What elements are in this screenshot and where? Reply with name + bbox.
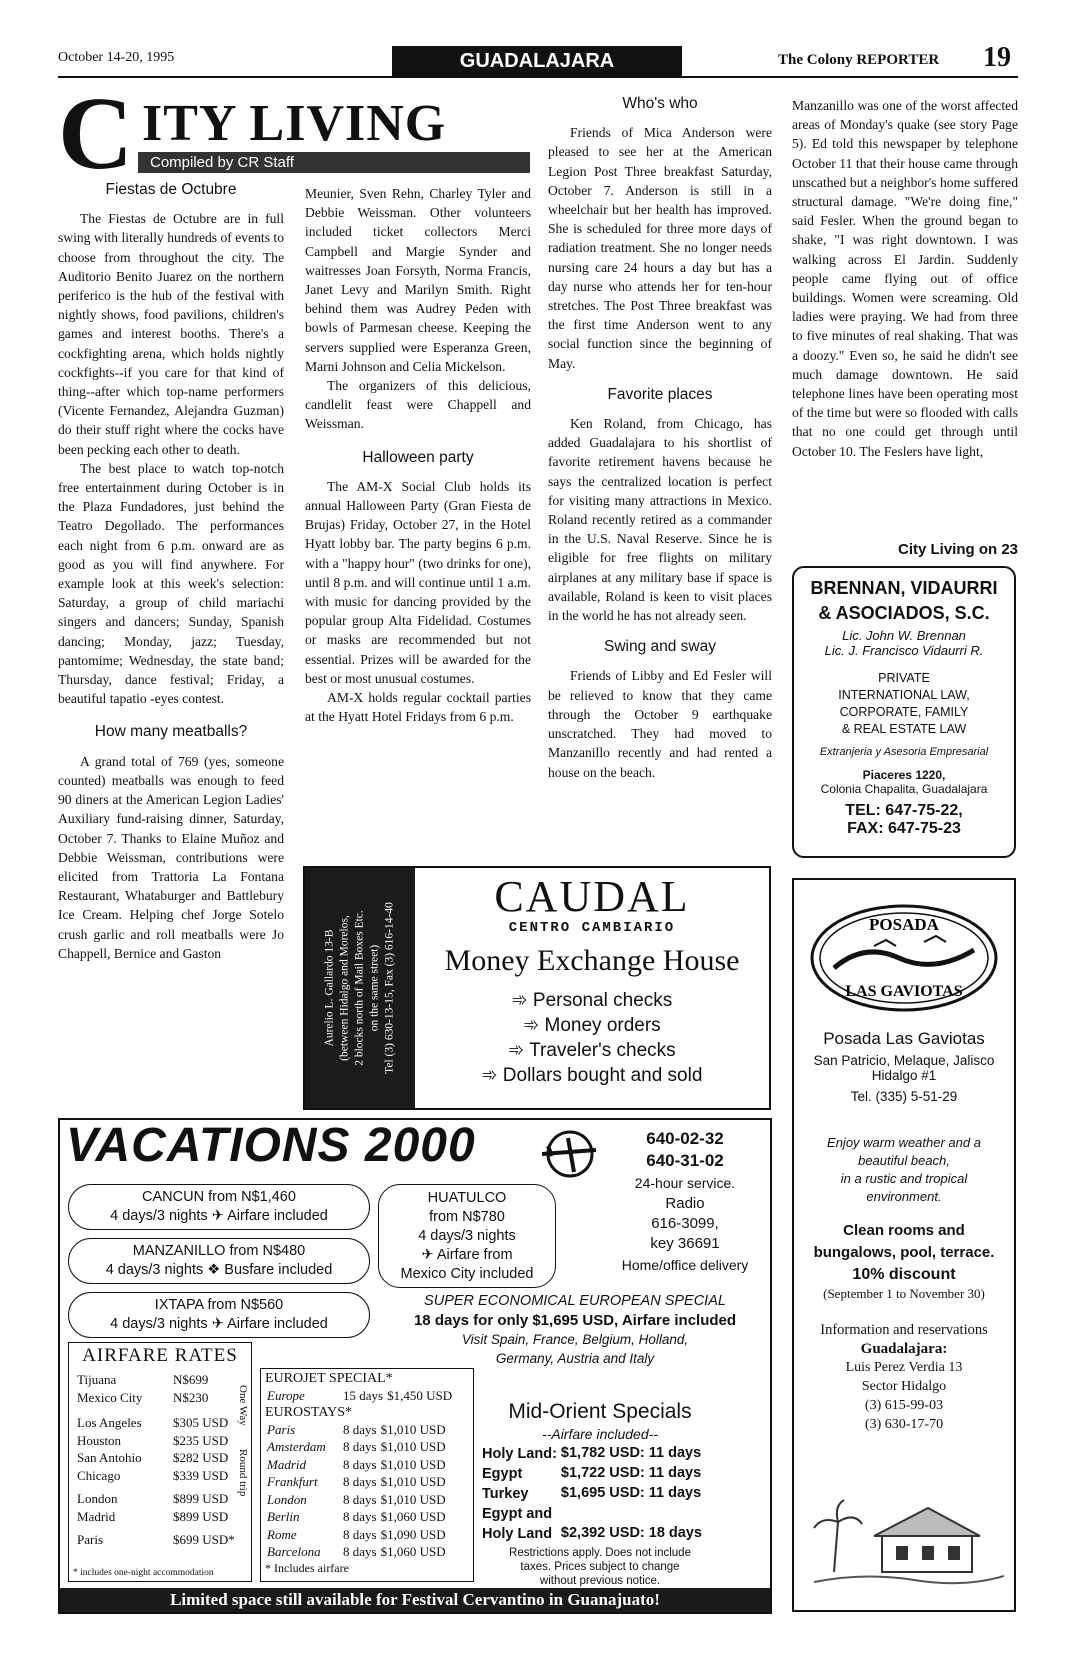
- mid-orient-price: $2,392 USD: 18 days: [560, 1525, 702, 1542]
- caudal-name: CAUDAL: [494, 872, 690, 921]
- whos-who-heading: Who's who: [622, 95, 698, 112]
- round-trip-label: Round trip: [237, 1449, 249, 1497]
- eurostays-days: 8 days: [343, 1421, 377, 1437]
- arrow-icon: ➾: [481, 1065, 503, 1086]
- table-row: [75, 1414, 237, 1432]
- airfare-city: Madrid: [77, 1508, 116, 1524]
- caudal-address-line: on the same street): [368, 944, 381, 1032]
- table-row: [265, 1508, 448, 1526]
- eurostays-city: Berlin: [267, 1509, 300, 1524]
- table-row: [265, 1473, 448, 1491]
- table-row: [75, 1432, 237, 1450]
- swing-sway-paragraph: Friends of Libby and Ed Fesler will be relieved to know that they came through the October 9 earthquake unscratched. They had moved to Manzanillo recently and had rented a house on the beach.: [548, 668, 772, 780]
- deal-huatulco: [378, 1184, 556, 1288]
- airfare-city: Tijuana: [77, 1372, 117, 1387]
- deal-manzanillo: [68, 1238, 370, 1284]
- caudal-item-label: Traveler's checks: [529, 1040, 676, 1061]
- caudal-item: [415, 988, 769, 1013]
- brennan-ad: [792, 566, 1016, 858]
- eurostays-price: $1,010 USD: [380, 1439, 446, 1454]
- mid-orient-price: $1,695 USD: 11 days: [560, 1485, 702, 1502]
- deal-line: Mexico City included: [400, 1266, 534, 1282]
- eurostays-table: [265, 1421, 448, 1561]
- festival-banner: Limited space still available for Festival Cervantino in Guanajuato!: [60, 1588, 770, 1612]
- airfare-price: $235 USD: [173, 1432, 229, 1448]
- caudal-ad: [303, 866, 771, 1110]
- deal-title: MANZANILLO from N$480: [132, 1243, 306, 1259]
- posada-address-2: Hidalgo #1: [871, 1068, 937, 1083]
- table-row: [265, 1543, 448, 1561]
- european-price: 18 days for only $1,695 USD, Airfare included: [413, 1312, 737, 1329]
- posada-contact-line: Luis Perez Verdia 13: [845, 1360, 963, 1375]
- deal-ixtapa: [68, 1292, 370, 1338]
- arrow-icon: ➾: [511, 990, 533, 1011]
- meatballs-paragraph: A grand total of 769 (yes, someone counted) meatballs was enough to feed 90 diners at the American Legion Ladies' Auxiliary fund-raising dinner, Saturday, October 7. Thanks to Elaine Muñoz and Debbie Weissman, contributions were elicited from Trattoria La Fontana Restaurant, Whataburger and Battlebury Ice Cream. Helping chef Jorge Sotelo crush garlic and roll meatballs were Jo Chappell, Bernice and Gaston: [58, 753, 284, 961]
- restriction-line: Restrictions apply. Does not include: [509, 1547, 691, 1559]
- arrow-icon: ➾: [508, 1040, 530, 1061]
- airfare-price: $899 USD: [173, 1508, 229, 1524]
- eurojet-title: EUROJET SPECIAL*: [265, 1371, 393, 1386]
- table-row: [75, 1531, 237, 1549]
- caudal-address: [323, 874, 398, 1102]
- eurojet-price: $1,450 USD: [387, 1388, 453, 1403]
- posada-contact: [794, 1358, 1014, 1434]
- mid-orient-restrictions: [480, 1546, 720, 1588]
- brennan-lawyer-1: Lic. John W. Brennan: [842, 628, 966, 643]
- deal-details: 4 days/3 nights ✈ Airfare included: [110, 1316, 328, 1332]
- airfare-price: $339 USD: [173, 1467, 229, 1483]
- vacations-phone: 640-02-32: [646, 1129, 724, 1148]
- airfare-price: N$699: [173, 1372, 209, 1387]
- airfare-table: [75, 1371, 237, 1549]
- deal-line: from N$780: [429, 1209, 505, 1225]
- eurojet-box: [260, 1368, 474, 1582]
- mid-orient-box: [480, 1400, 720, 1588]
- caudal-item-label: Dollars bought and sold: [502, 1065, 703, 1086]
- caudal-address-line: (between Hidalgo and Morelos,: [338, 915, 351, 1061]
- eurostays-city: Frankfurt: [267, 1474, 318, 1489]
- vacations-delivery: Home/office delivery: [621, 1257, 749, 1273]
- eurostays-city: Amsterdam: [267, 1439, 326, 1454]
- table-row: [75, 1371, 237, 1389]
- posada-tel: Tel. (335) 5-51-29: [850, 1089, 958, 1104]
- service-line: INTERNATIONAL LAW,: [838, 688, 970, 702]
- european-special: [380, 1292, 770, 1368]
- table-row: [265, 1421, 448, 1439]
- brennan-tagline: Extranjeria y Asesoria Empresarial: [819, 746, 989, 758]
- service-line: PRIVATE: [878, 671, 930, 685]
- table-row: [265, 1387, 454, 1405]
- swing-sway-heading: Swing and sway: [603, 638, 716, 656]
- fiestas-heading: Fiestas de Octubre: [105, 181, 237, 198]
- airfare-note: * includes one-night accommodation: [73, 1568, 214, 1578]
- vacations-title: VACATIONS 2000: [66, 1119, 476, 1172]
- eurostays-price: $1,010 USD: [380, 1456, 446, 1472]
- deal-title: CANCUN from N$1,460: [142, 1189, 296, 1205]
- airfare-price: N$230: [173, 1389, 209, 1405]
- caudal-content: [415, 874, 769, 1088]
- eurostays-city: Barcelona: [267, 1544, 321, 1559]
- table-row: [75, 1389, 237, 1407]
- halloween-paragraph-2: AM-X holds regular cocktail parties at the Hyatt Hotel Fridays from 6 p.m.: [305, 690, 531, 725]
- eurostays-price: $1,010 USD: [380, 1474, 446, 1489]
- airplane-icon: [538, 1128, 600, 1180]
- meatballs-heading: How many meatballs?: [94, 723, 248, 741]
- european-visit: Visit Spain, France, Belgium, Holland,: [461, 1332, 689, 1347]
- posada-logo-bottom: LAS GAVIOTAS: [845, 983, 963, 1000]
- posada-name: Posada Las Gaviotas: [823, 1029, 985, 1048]
- paper-title: The Colony REPORTER: [778, 52, 940, 68]
- caudal-subtitle: CENTRO CAMBIARIO: [508, 920, 676, 936]
- table-row: [265, 1491, 448, 1509]
- eurostays-price: $1,090 USD: [380, 1526, 446, 1542]
- posada-logo: [804, 898, 1004, 1018]
- posada-tagline: [794, 1134, 1014, 1206]
- eurostays-days: 8 days: [343, 1474, 377, 1489]
- mid-orient-destination: Holy Land:: [482, 1446, 557, 1462]
- vacations-radio-key: key 36691: [650, 1235, 720, 1252]
- eurostays-days: 8 days: [343, 1439, 377, 1454]
- airfare-city: London: [77, 1491, 118, 1506]
- posada-logo-top: POSADA: [869, 915, 939, 934]
- mid-orient-subtitle: --Airfare included--: [542, 1426, 658, 1442]
- meatballs-continued: Meunier, Sven Rehn, Charley Tyler and Debbie Weissman. Other volunteers included ticket collectors Merci Campbell and Margie Synder and waitresses Joan Forsyth, Norma Francis, Janet Levy and Marilyn Smith. Right behind them was Audrey Peden with bowls of Parmesan cheese. Keeping the servers supplied were Esperanza Green, Marni Johnson and Celia Mickelson.: [305, 186, 531, 374]
- continued-line: City Living on 23: [897, 541, 1018, 558]
- caudal-address-line: Aurelio L. Gallardo 13-B: [323, 929, 336, 1047]
- header-rule: [58, 76, 1018, 78]
- airfare-city: San Antohio: [77, 1450, 142, 1465]
- posada-features: [794, 1220, 1014, 1286]
- mid-orient-price: $1,782 USD: 11 days: [560, 1445, 702, 1462]
- posada-tagline-line: Enjoy warm weather and a: [827, 1135, 981, 1150]
- airfare-title: AIRFARE RATES: [82, 1345, 238, 1366]
- right-column-text: Manzanillo was one of the worst affected areas of Monday's quake (see story Page 5). Ed told this newspaper by telephone October 11 that their house came through unscathed but a neighbor's home suffered structural damage. "We're doing fine," said Fesler. When the ground began to shake, "I was right downtown. I was walking across El Jardin. Suddenly people came flying out of office buildings. Women were screaming. Old ladies were praying. We had from three to five minutes of real shaking. That was a doozy." Even so, he said he didn't see much damage downtown. He said telephone lines have been operating most of the time but were so flooded with calls that no one could get through until October 10. The Feslers have light,: [792, 98, 1018, 459]
- deal-details: 4 days/3 nights ❖ Busfare included: [105, 1262, 333, 1278]
- eurostays-price: $1,060 USD: [380, 1509, 446, 1524]
- eurostays-days: 8 days: [343, 1509, 377, 1524]
- posada-tagline-line: environment.: [866, 1189, 942, 1204]
- vacations-radio-number: 616-3099,: [651, 1215, 719, 1232]
- table-row: [75, 1508, 237, 1526]
- vacations-phone: 640-31-02: [646, 1151, 724, 1170]
- restriction-line: without previous notice.: [539, 1575, 661, 1587]
- posada-discount: 10% discount: [852, 1266, 956, 1283]
- deal-line: ✈ Airfare from: [421, 1247, 513, 1263]
- caudal-headline: Money Exchange House: [444, 944, 740, 977]
- airfare-city: Paris: [77, 1532, 103, 1547]
- deal-title: HUATULCO: [427, 1190, 507, 1206]
- fiestas-paragraph-1: The Fiestas de Octubre are in full swing with literally hundreds of events to choose from throughout the city. The Auditorio Benito Juarez on the northern periferico is the hub of the festival with nightly shows, food pavilions, children's games and interest booths. There's a cockfighting arena, which holds nightly cockfights--if you care for that kind of thing--after which top-name performers (Vicente Fernandez, Alejandra Guzman) do their stuff right where the cocks have been pecking each other to death.: [58, 211, 284, 457]
- brennan-colonia: Colonia Chapalita, Guadalajara: [820, 782, 988, 796]
- deal-cancun: [68, 1184, 370, 1230]
- halloween-paragraph-1: The AM-X Social Club holds its annual Halloween Party (Gran Fiesta de Brujas) Friday, October 27, in the Hotel Hyatt lobby bar. The party begins 6 p.m. with a "happy hour" (two drinks for one), until 8 p.m. and will continue until 1 a.m. with music for dancing provided by the popular group Alta Fidelidad. Costumes or masks are recommended but not essential. Prizes will be awarded for the best or most unusual costumes.: [305, 478, 531, 686]
- european-title: SUPER ECONOMICAL EUROPEAN SPECIAL: [424, 1293, 726, 1309]
- service-line: CORPORATE, FAMILY: [839, 705, 969, 719]
- caudal-address-line: Tel (3) 630-13-15, Fax (3) 616-14-40: [383, 902, 396, 1074]
- mid-orient-destination: Turkey: [482, 1486, 529, 1502]
- title-initial: C: [58, 76, 134, 191]
- caudal-item-label: Personal checks: [532, 990, 673, 1011]
- airfare-city: Chicago: [77, 1467, 121, 1483]
- table-row: [480, 1464, 704, 1484]
- brennan-services: [794, 670, 1014, 738]
- page-number: 19: [983, 42, 1011, 73]
- mid-orient-title: Mid-Orient Specials: [508, 1400, 692, 1423]
- whos-who-paragraph: Friends of Mica Anderson were pleased to see her at the American Legion Post Three breakfast Saturday, October 7. Anderson is still in a wheelchair but her health has improved. She is scheduled for three more days of radiation treatment. She no longer needs nursing care 24 hours a day but has a day nurse who attends her for ten-hour stretches. The Post Three breakfast was the first time Anderson went to any social function since the beginning of May.: [548, 125, 772, 371]
- column-2: [305, 184, 531, 726]
- eurojet-days: 15 days: [343, 1388, 384, 1403]
- mid-orient-price: $1,722 USD: 11 days: [560, 1465, 702, 1482]
- posada-contact-line: (3) 630-17-70: [864, 1417, 944, 1432]
- eurostays-days: 8 days: [343, 1544, 377, 1559]
- caudal-items: [415, 988, 769, 1088]
- beach-house-illustration: [804, 1472, 1004, 1602]
- page-title: ITY LIVING: [142, 95, 447, 152]
- airfare-price: $305 USD: [173, 1415, 229, 1430]
- column-3: [548, 90, 772, 782]
- vacations-service: 24-hour service.: [634, 1175, 736, 1191]
- european-visit-2: Germany, Austria and Italy: [495, 1351, 655, 1366]
- airfare-city: Los Angeles: [77, 1415, 142, 1430]
- table-row: [480, 1484, 704, 1504]
- eurostays-title: EUROSTAYS*: [265, 1404, 353, 1420]
- arrow-icon: ➾: [523, 1015, 545, 1036]
- airfare-rates-box: [68, 1342, 252, 1582]
- airfare-price: $699 USD*: [173, 1532, 235, 1547]
- posada-tagline-line: in a rustic and tropical: [840, 1171, 968, 1186]
- airfare-price: $899 USD: [173, 1491, 229, 1506]
- caudal-address-panel: [305, 868, 415, 1108]
- table-row: [265, 1526, 448, 1544]
- deal-title: IXTAPA from N$560: [154, 1297, 284, 1313]
- byline: Compiled by CR Staff: [138, 152, 530, 173]
- eurostays-city: London: [267, 1491, 307, 1507]
- eurojet-destination: Europe: [267, 1388, 305, 1403]
- airfare-city: Mexico City: [77, 1389, 143, 1405]
- eurostays-days: 8 days: [343, 1456, 377, 1472]
- airfare-price: $282 USD: [173, 1450, 229, 1465]
- caudal-item: [415, 1038, 769, 1063]
- eurojet-table: [265, 1387, 454, 1405]
- table-row: [75, 1490, 237, 1508]
- caudal-item-label: Money orders: [544, 1015, 661, 1036]
- column-4: [792, 96, 1018, 461]
- halloween-heading: Halloween party: [362, 448, 474, 466]
- posada-info: Information and reservations: [820, 1322, 988, 1338]
- caudal-item: [415, 1063, 769, 1088]
- table-row: [75, 1449, 237, 1467]
- meatballs-closing: The organizers of this delicious, candlelit feast were Chappell and Weissman.: [305, 378, 531, 432]
- brennan-name: BRENNAN, VIDAURRI: [810, 578, 998, 598]
- table-row: [480, 1444, 704, 1464]
- favorite-places-paragraph: Ken Roland, from Chicago, has added Guadalajara to his shortlist of favorite retirement havens because he says the centralized location is perfect for visiting many attractions in Mexico. Roland recently retired as a commander in the U.S. Naval Reserve. Since he is eligible for free flights on military airplanes at any military base if space is available, Roland is keen to visit places in the world he has not already seen.: [548, 416, 772, 624]
- caudal-address-line: 2 blocks north of Mail Boxes Etc.: [353, 910, 366, 1066]
- caudal-item: [415, 1013, 769, 1038]
- mid-orient-destination: Egypt and: [482, 1506, 553, 1522]
- posada-discount-period: (September 1 to November 30): [823, 1286, 985, 1301]
- posada-feature: Clean rooms and: [843, 1222, 965, 1239]
- mid-orient-destination: Egypt: [482, 1466, 523, 1482]
- posada-address-1: San Patricio, Melaque, Jalisco: [813, 1053, 995, 1068]
- brennan-lawyer-2: Lic. J. Francisco Vidaurri R.: [824, 643, 984, 658]
- favorite-places-heading: Favorite places: [607, 385, 713, 403]
- eurostays-days: 8 days: [343, 1526, 377, 1542]
- eurostays-days: 8 days: [343, 1491, 377, 1507]
- mid-orient-price: [559, 1504, 704, 1524]
- deal-line: 4 days/3 nights: [418, 1228, 516, 1244]
- table-row: [480, 1504, 704, 1524]
- posada-tagline-line: beautiful beach,: [858, 1153, 950, 1168]
- eurostays-city: Madrid: [267, 1456, 306, 1472]
- brennan-name-2: & ASOCIADOS, S.C.: [818, 603, 990, 623]
- vacations-ad: [58, 1118, 772, 1614]
- eurostays-price: $1,010 USD: [380, 1491, 446, 1507]
- posada-contact-line: Sector Hidalgo: [861, 1379, 947, 1394]
- brennan-fax: FAX: 647-75-23: [847, 820, 961, 837]
- issue-date: October 14-20, 1995: [58, 50, 175, 65]
- table-row: [265, 1438, 448, 1456]
- deal-details: 4 days/3 nights ✈ Airfare included: [110, 1208, 328, 1224]
- posada-feature: bungalows, pool, terrace.: [813, 1244, 995, 1261]
- restriction-line: taxes. Prices subject to change: [520, 1561, 680, 1573]
- fiestas-paragraph-2: The best place to watch top-notch free entertainment during October is in the Plaza Fundadores, just behind the Teatro Degollado. The performances each night from 6 p.m. onward are as good as you will find anywhere. For example look at this week's selection: Saturday, a group of child mariachi singers and dancers; Sunday, Spanish dancing; Monday, jazz; Tuesday, pantomime; Wednesday, the state band; Thursday, dance festival; Friday, a beautiful tapatio -eyes contest.: [58, 460, 284, 707]
- eurostays-price: $1,010 USD: [380, 1421, 446, 1437]
- posada-ad: [792, 878, 1016, 1612]
- table-row: [265, 1456, 448, 1474]
- brennan-tel: TEL: 647-75-22,: [845, 802, 963, 819]
- column-1: [58, 178, 284, 963]
- brennan-street: Piaceres 1220,: [862, 768, 946, 782]
- vacations-contact: [600, 1128, 770, 1276]
- eurostays-price: $1,060 USD: [380, 1544, 446, 1559]
- posada-contact-line: (3) 615-99-03: [864, 1398, 944, 1413]
- service-line: & REAL ESTATE LAW: [841, 722, 967, 736]
- vacations-radio: Radio: [665, 1195, 705, 1212]
- mid-orient-table: [480, 1444, 704, 1544]
- eurostays-city: Paris: [267, 1421, 296, 1437]
- table-row: [75, 1467, 237, 1485]
- one-way-label: One Way: [237, 1385, 249, 1426]
- airfare-city: Houston: [77, 1432, 122, 1448]
- eurostays-city: Rome: [267, 1526, 297, 1542]
- eurojet-note: * Includes airfare: [265, 1560, 349, 1575]
- mid-orient-destination: Holy Land: [482, 1526, 553, 1542]
- table-row: [480, 1524, 704, 1544]
- posada-city: Guadalajara:: [860, 1341, 948, 1357]
- section-banner: GUADALAJARA: [392, 46, 682, 76]
